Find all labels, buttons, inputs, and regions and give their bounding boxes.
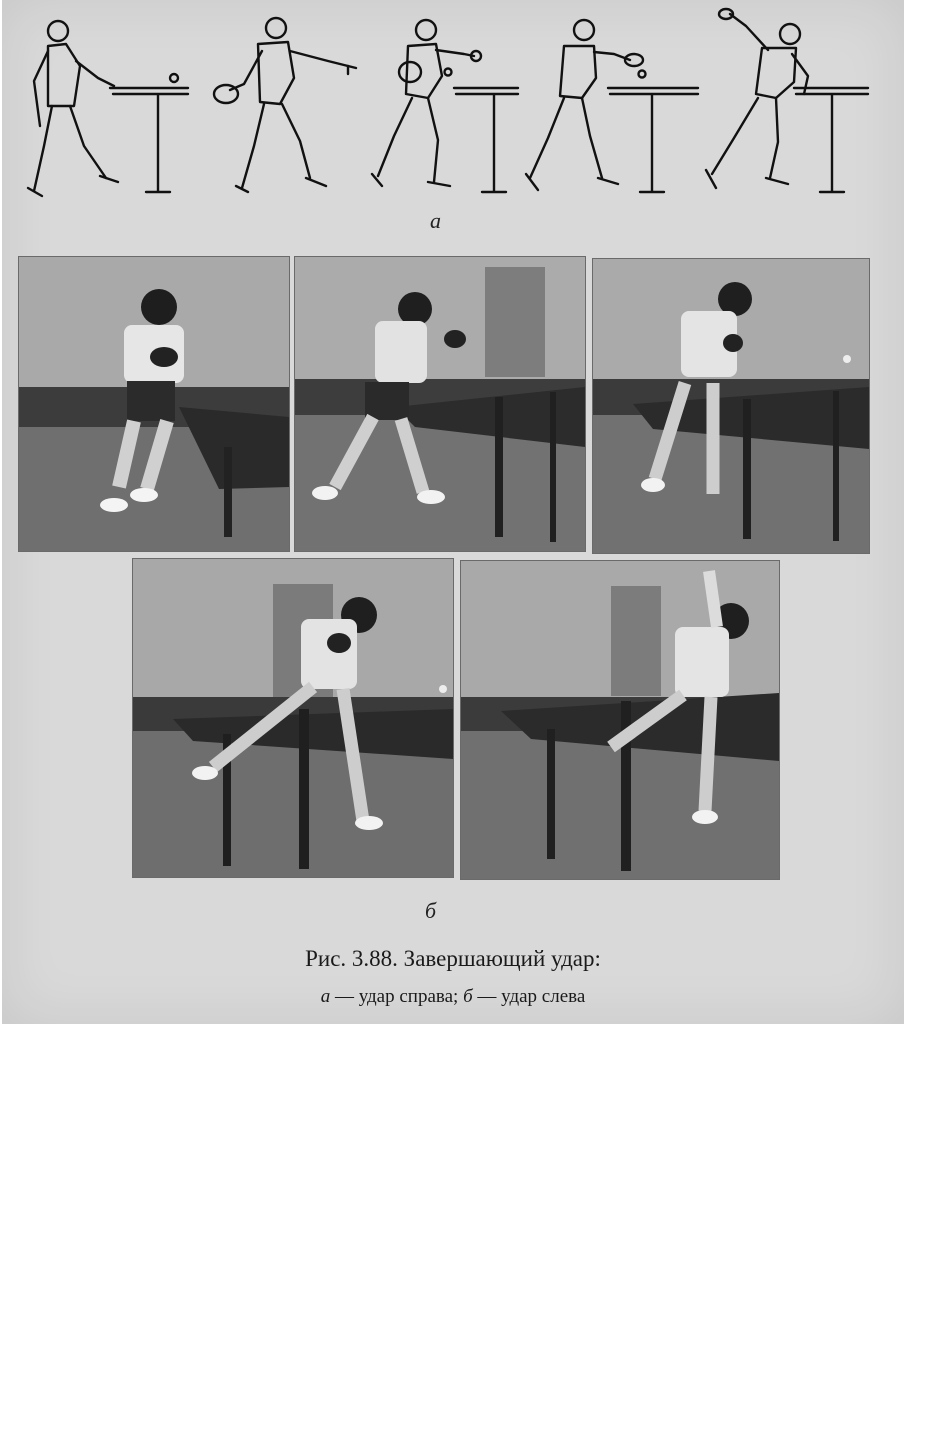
part-a-label: а: [430, 208, 441, 233]
caption-b-letter: б: [463, 986, 473, 1007]
drawing-figure-2: [214, 18, 356, 192]
photo-3: [592, 258, 870, 554]
photo-2: [294, 256, 586, 552]
photo-4: [132, 558, 454, 878]
caption-a-text: — удар справа;: [334, 986, 459, 1007]
drawing-figure-4: [526, 20, 698, 192]
photo-5: [460, 560, 780, 880]
forehand-drawings-illustration: [18, 6, 878, 206]
figure-caption-legend: [0, 986, 906, 1008]
drawing-figure-5: [706, 9, 868, 192]
photo-1: [18, 256, 290, 552]
figure-caption-title: Рис. 3.88. Завершающий удар:: [305, 946, 601, 971]
drawing-figure-3: [372, 20, 518, 192]
caption-a-letter: а: [320, 986, 331, 1007]
drawing-figure-1: [28, 21, 188, 196]
caption-b-text: — удар слева: [477, 986, 586, 1007]
part-b-label: б: [425, 898, 437, 923]
